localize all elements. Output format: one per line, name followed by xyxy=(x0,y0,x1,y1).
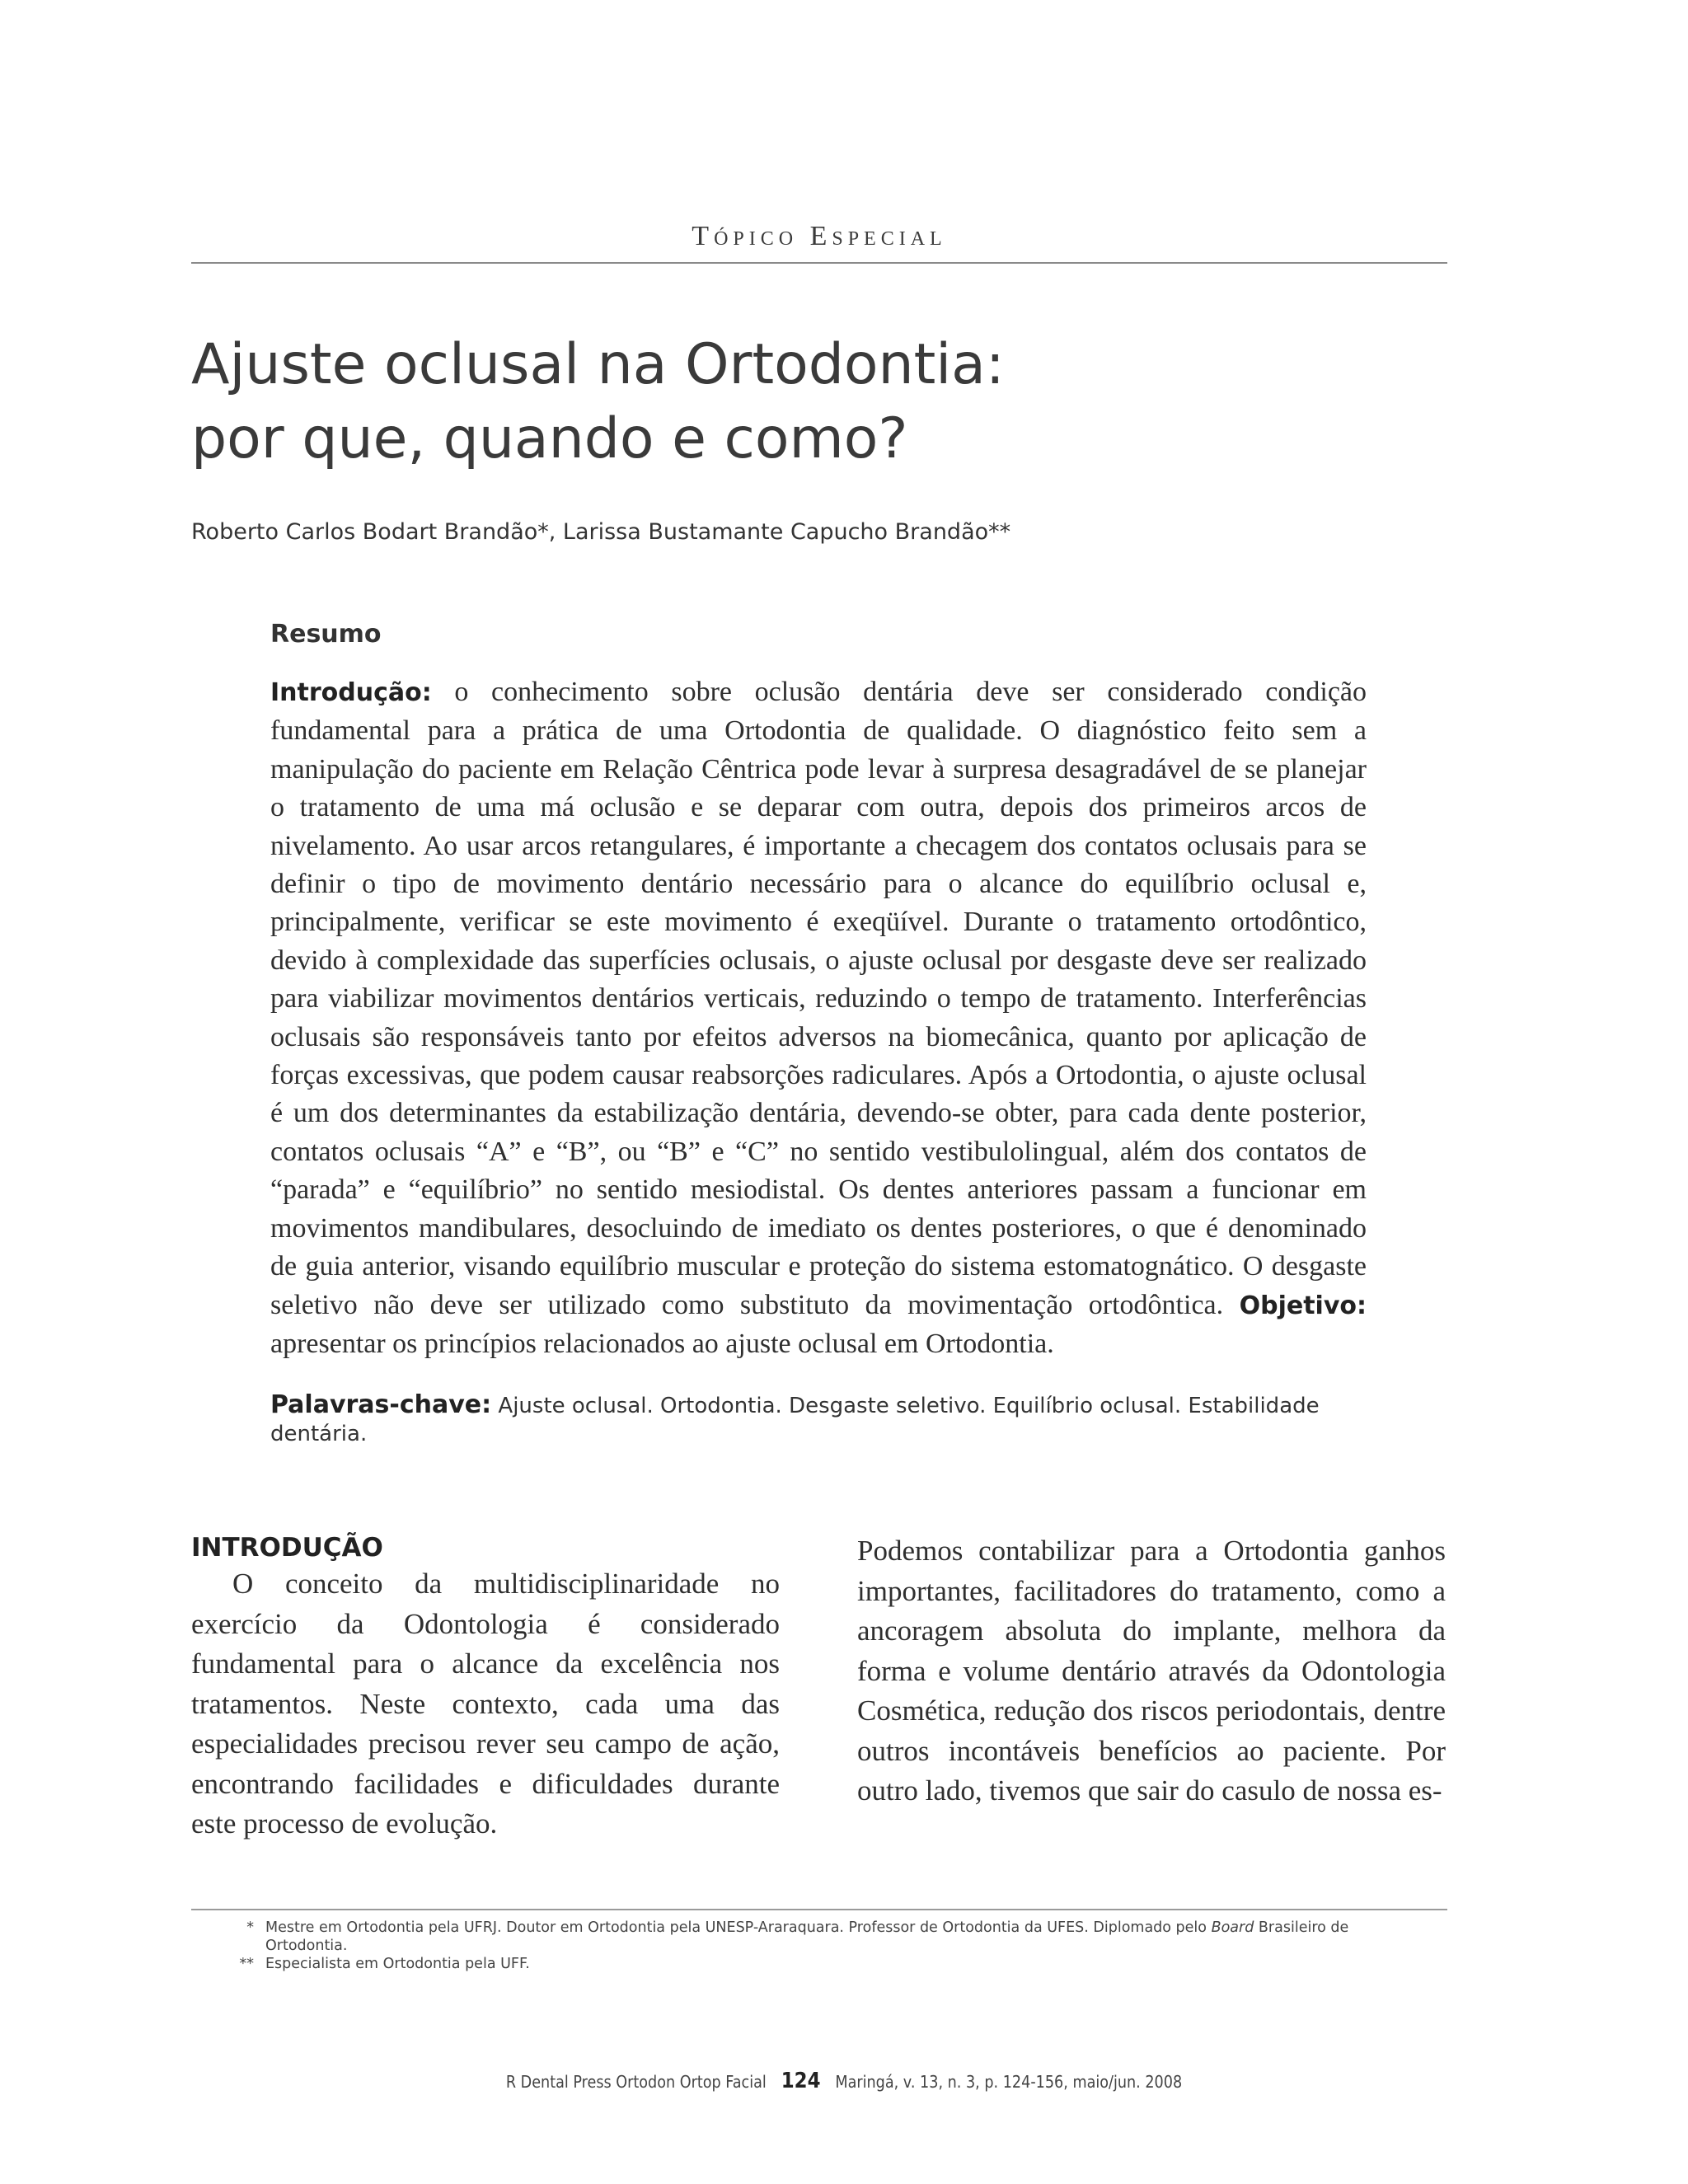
title-line-1: Ajuste oclusal na Ortodontia: xyxy=(191,332,1005,397)
keywords xyxy=(270,1391,1367,1448)
footnote-mark: * xyxy=(246,1919,254,1936)
footnote-text xyxy=(265,1919,1401,1955)
footnotes xyxy=(223,1919,1401,1973)
footnote-emphasis: Board xyxy=(1211,1919,1254,1936)
body-column-left xyxy=(191,1531,780,1844)
footnote xyxy=(223,1955,1401,1973)
keywords-text: Ajuste oclusal. Ortodontia. Desgaste seletivo. Equilíbrio oclusal. Estabilidade dentária. xyxy=(270,1394,1320,1447)
footnote-text-before: Mestre em Ortodontia pela UFRJ. Doutor em Ortodontia pela UNESP-Araraquara. Professor de Ortodontia da UFES. Diplomado pelo xyxy=(265,1919,1207,1936)
title-line-2: por que, quando e como? xyxy=(191,406,908,471)
abstract-heading: Resumo xyxy=(270,620,382,649)
introduction-right-text: Podemos contabilizar para a Ortodontia ganhos importantes, facilitadores do tratamento, como a ancoragem absoluta do implante, melhora da forma e volume dentário através da Odontologia Cosmética, redução dos riscos periodontais, dentre outros incontáveis benefícios ao paciente. Por outro lado, tivemos que sair do casulo de nossa es- xyxy=(857,1535,1446,1807)
body-column-right xyxy=(857,1531,1446,1811)
introduction-heading: INTRODUÇÃO xyxy=(191,1533,383,1563)
abstract-text xyxy=(270,673,1367,1363)
citation: Maringá, v. 13, n. 3, p. 124-156, maio/jun. 2008 xyxy=(835,2072,1183,2092)
footnote-mark: ** xyxy=(239,1956,254,1972)
abstract xyxy=(270,620,1367,1448)
objective-text: apresentar os princípios relacionados ao ajuste oclusal em Ortodontia. xyxy=(270,1328,1054,1359)
page-footer xyxy=(101,2069,1587,2093)
article-title xyxy=(191,328,1444,476)
keywords-label: Palavras-chave: xyxy=(270,1390,492,1420)
footnote xyxy=(223,1919,1401,1955)
intro-text: o conhecimento sobre oclusão dentária deve ser considerado condição fundamental para a prática de uma Ortodontia de qualidade. O diagnóstico feito sem a manipulação do paciente em Relação Cêntrica pode levar à surpresa desagradável de se planejar o tratamento de uma má oclusão e se deparar com outra, depois dos primeiros arcos de nivelamento. Ao usar arcos retangulares, é importante a checagem dos contatos oclusais para se definir o tipo de movimento dentário necessário para o alcance do equilíbrio oclusal e, principalmente, verificar se este movimento é exeqüível. Durante o tratamento ortodôntico, devido à complexidade das superfícies oclusais, o ajuste oclusal por desgaste deve ser realizado para viabilizar movimentos dentários verticais, reduzindo o tempo de tratamento. Interferências oclusais são responsáveis tanto por efeitos adversos na biomecânica, quanto por aplicação de forças excessivas, que podem causar reabsorções radiculares. Após a Ortodontia, o ajuste oclusal é um dos determinantes da estabilização dentária, devendo-se obter, para cada dente posterior, contatos oclusais “A” e “B”, ou “B” e “C” no sentido vestibulolingual, além dos contatos de “parada” e “equilíbrio” no sentido mesiodistal. Os dentes anteriores passam a funcionar em movimentos mandibulares, desocluindo de imediato os dentes posteriores, o que é denominado de guia anterior, visando equilíbrio muscular e proteção do sistema estomatognático. O desgaste seletivo não deve ser utilizado como substituto da movimentação ortodôntica. xyxy=(270,677,1367,1320)
section-label: Tópico Especial xyxy=(692,221,947,251)
authors: Roberto Carlos Bodart Brandão*, Larissa Bustamante Capucho Brandão** xyxy=(191,519,1011,545)
objective-label: Objetivo: xyxy=(1239,1291,1367,1320)
footnote-rule xyxy=(191,1909,1447,1910)
header-rule xyxy=(191,262,1447,264)
footnote-text: Especialista em Ortodontia pela UFF. xyxy=(265,1956,530,1972)
journal-name: R Dental Press Ortodon Ortop Facial xyxy=(505,2072,767,2092)
footnote-text-after: Brasileiro de Ortodontia. xyxy=(265,1919,1349,1954)
intro-label: Introdução: xyxy=(270,678,432,707)
introduction-left-text: O conceito da multidisciplinaridade no exercício da Odontologia é considerado fundamental para o alcance da excelência nos tratamentos. Neste contexto, cada uma das especialidades precisou rever seu campo de ação, encontrando facilidades e dificuldades durante este processo de evolução. xyxy=(191,1568,780,1840)
page-number: 124 xyxy=(781,2069,821,2093)
